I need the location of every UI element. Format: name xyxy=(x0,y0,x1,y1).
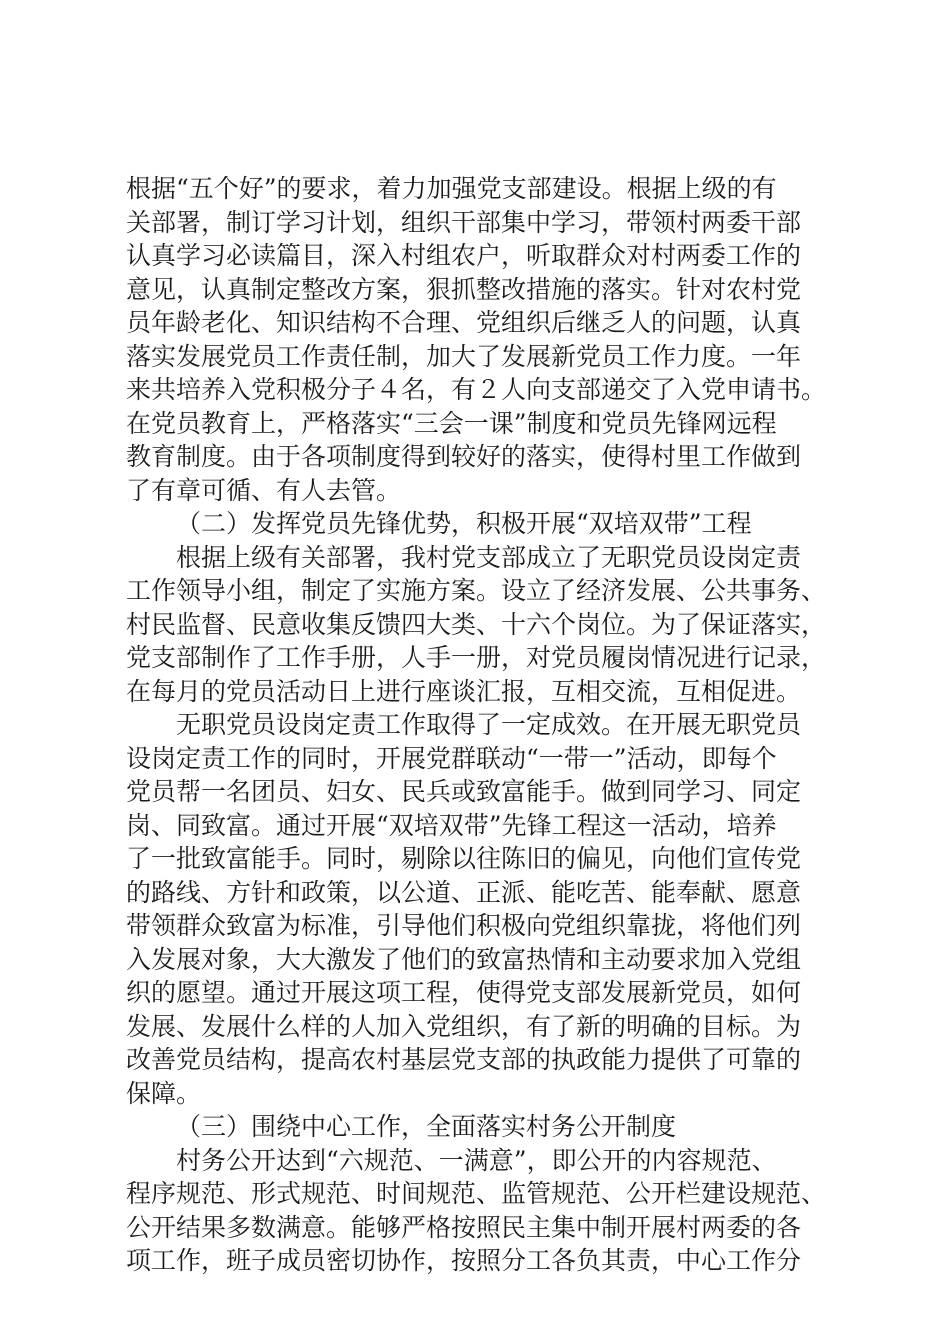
text-line: 来共培养入党积极分子４名，有２人向支部递交了入党申请书。 xyxy=(126,375,827,404)
text-line: 发展、发展什么样的人加入党组织，有了新的明确的目标。为 xyxy=(126,1011,802,1041)
text-line: 的路线、方针和政策，以公道、正派、能吃苦、能奉献、愿意 xyxy=(126,877,802,907)
text-line: 岗、同致富。通过开展“双培双带”先锋工程这一活动，培养 xyxy=(126,810,777,840)
text-line: 设岗定责工作的同时，开展党群联动“一带一”活动，即每个 xyxy=(126,743,777,773)
paragraph-first-line: 村务公开达到“六规范、一满意”，即公开的内容规范、 xyxy=(176,1145,777,1175)
text-line: 改善党员结构，提高农村基层党支部的执政能力提供了可靠的 xyxy=(126,1045,802,1074)
text-line: 村民监督、民意收集反馈四大类、十六个岗位。为了保证落实， xyxy=(126,609,827,639)
text-line: 意见，认真制定整改方案，狠抓整改措施的落实。针对农村党 xyxy=(126,274,802,304)
paragraph-first-line: （三）围绕中心工作，全面落实村务公开制度 xyxy=(176,1112,677,1141)
text-line: 关部署，制订学习计划，组织干部集中学习，带领村两委干部 xyxy=(126,207,802,237)
paragraph-first-line: 根据上级有关部署，我村党支部成立了无职党员设岗定责 xyxy=(176,542,802,572)
text-line: 工作领导小组，制定了实施方案。设立了经济发展、公共事务、 xyxy=(126,576,827,605)
text-line: 带领群众致富为标准，引导他们积极向党组织靠拢，将他们列 xyxy=(126,911,802,940)
text-line: 党支部制作了工作手册，人手一册，对党员履岗情况进行记录， xyxy=(126,643,827,672)
text-line: 了一批致富能手。同时，剔除以往陈旧的偏见，向他们宣传党 xyxy=(126,844,802,873)
text-line: 保障。 xyxy=(126,1078,202,1108)
text-line: 织的愿望。通过开展这项工程，使得党支部发展新党员，如何 xyxy=(126,978,802,1007)
text-line: 项工作，班子成员密切协作，按照分工各负其责，中心工作分 xyxy=(126,1246,802,1275)
paragraph-first-line: （二）发挥党员先锋优势，积极开展“双培双带”工程 xyxy=(176,509,752,538)
paragraph-first-line: 无职党员设岗定责工作取得了一定成效。在开展无职党员 xyxy=(176,710,802,739)
text-line: 在党员教育上，严格落实“三会一课”制度和党员先锋网远程 xyxy=(126,408,777,438)
text-line: 教育制度。由于各项制度得到较好的落实，使得村里工作做到 xyxy=(126,442,802,471)
text-line: 公开结果多数满意。能够严格按照民主集中制开展村两委的各 xyxy=(126,1212,802,1242)
text-line: 了有章可循、有人去管。 xyxy=(126,475,402,505)
text-line: 根据“五个好”的要求，着力加强党支部建设。根据上级的有 xyxy=(126,174,777,203)
text-line: 员年龄老化、知识结构不合理、党组织后继乏人的问题，认真 xyxy=(126,308,802,337)
document-body xyxy=(126,172,832,1278)
text-line: 落实发展党员工作责任制，加大了发展新党员工作力度。一年 xyxy=(126,341,802,371)
text-line: 程序规范、形式规范、时间规范、监管规范、公开栏建设规范、 xyxy=(126,1179,827,1208)
text-line: 认真学习必读篇目，深入村组农户，听取群众对村两委工作的 xyxy=(126,241,802,270)
text-line: 党员帮一名团员、妇女、民兵或致富能手。做到同学习、同定 xyxy=(126,777,802,806)
text-line: 入发展对象，大大激发了他们的致富热情和主动要求加入党组 xyxy=(126,944,802,974)
text-line: 在每月的党员活动日上进行座谈汇报，互相交流，互相促进。 xyxy=(126,676,802,706)
